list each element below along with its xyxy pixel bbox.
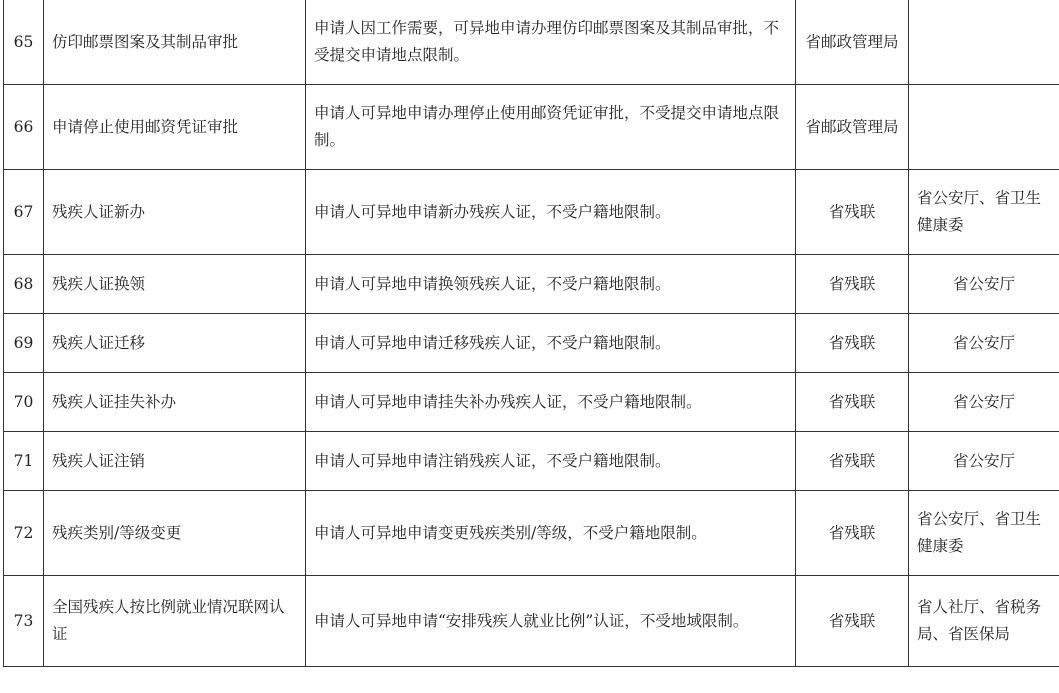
cooperating-department: 省公安厅	[909, 432, 1059, 491]
item-name: 仿印邮票图案及其制品审批	[44, 0, 306, 85]
item-description: 申请人可异地申请换领残疾人证，不受户籍地限制。	[306, 255, 796, 314]
cooperating-department: 省公安厅	[909, 314, 1059, 373]
lead-department: 省残联	[796, 314, 909, 373]
table-row	[4, 170, 1059, 255]
lead-department: 省残联	[796, 491, 909, 576]
item-description: 申请人可异地申请挂失补办残疾人证，不受户籍地限制。	[306, 373, 796, 432]
lead-department: 省残联	[796, 576, 909, 667]
lead-department: 省邮政管理局	[796, 85, 909, 170]
table-row	[4, 576, 1059, 667]
item-name: 全国残疾人按比例就业情况联网认证	[44, 576, 306, 667]
row-number: 69	[4, 314, 44, 373]
lead-department: 省残联	[796, 373, 909, 432]
row-number: 71	[4, 432, 44, 491]
item-name: 残疾人证挂失补办	[44, 373, 306, 432]
item-description: 申请人可异地申请注销残疾人证，不受户籍地限制。	[306, 432, 796, 491]
service-table	[3, 0, 1059, 667]
lead-department: 省残联	[796, 432, 909, 491]
item-name: 残疾人证迁移	[44, 314, 306, 373]
item-description: 申请人可异地申请新办残疾人证，不受户籍地限制。	[306, 170, 796, 255]
lead-department: 省残联	[796, 255, 909, 314]
item-description: 申请人可异地申请办理停止使用邮资凭证审批，不受提交申请地点限制。	[306, 85, 796, 170]
lead-department: 省残联	[796, 170, 909, 255]
row-number: 72	[4, 491, 44, 576]
cooperating-department	[909, 0, 1059, 85]
table-row	[4, 491, 1059, 576]
cooperating-department: 省公安厅、省卫生健康委	[909, 170, 1059, 255]
row-number: 67	[4, 170, 44, 255]
table-row	[4, 255, 1059, 314]
table-row	[4, 314, 1059, 373]
item-name: 申请停止使用邮资凭证审批	[44, 85, 306, 170]
item-name: 残疾人证换领	[44, 255, 306, 314]
table-row	[4, 0, 1059, 85]
lead-department: 省邮政管理局	[796, 0, 909, 85]
table-row	[4, 373, 1059, 432]
item-description: 申请人可异地申请迁移残疾人证，不受户籍地限制。	[306, 314, 796, 373]
item-description: 申请人可异地申请“安排残疾人就业比例”认证，不受地域限制。	[306, 576, 796, 667]
item-description: 申请人可异地申请变更残疾类别/等级，不受户籍地限制。	[306, 491, 796, 576]
row-number: 65	[4, 0, 44, 85]
item-name: 残疾人证注销	[44, 432, 306, 491]
table-row	[4, 432, 1059, 491]
cooperating-department: 省人社厅、省税务局、省医保局	[909, 576, 1059, 667]
row-number: 66	[4, 85, 44, 170]
row-number: 73	[4, 576, 44, 667]
item-name: 残疾人证新办	[44, 170, 306, 255]
table-row	[4, 85, 1059, 170]
row-number: 68	[4, 255, 44, 314]
item-name: 残疾类别/等级变更	[44, 491, 306, 576]
item-description: 申请人因工作需要，可异地申请办理仿印邮票图案及其制品审批，不受提交申请地点限制。	[306, 0, 796, 85]
cooperating-department: 省公安厅	[909, 373, 1059, 432]
cooperating-department	[909, 85, 1059, 170]
cooperating-department: 省公安厅	[909, 255, 1059, 314]
cooperating-department: 省公安厅、省卫生健康委	[909, 491, 1059, 576]
row-number: 70	[4, 373, 44, 432]
